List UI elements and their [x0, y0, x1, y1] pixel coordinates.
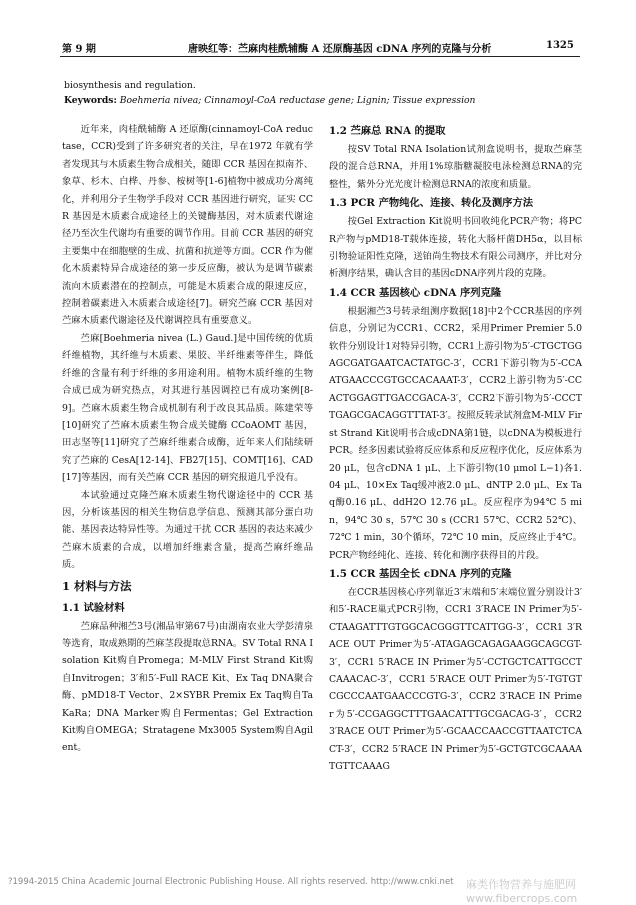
right-column: [329, 121, 582, 775]
site-watermark: 麻类作物营养与施肥网 www.fibercrops.com: [466, 878, 578, 905]
subsection-1-1-heading: 1.1 试验材料: [62, 601, 125, 614]
pcr-method-paragraph: 按Gel Extraction Kit说明书回收纯化PCR产物；将PCR产物与pMD18-T载体连接，转化大肠杆菌DH5α，以目标引物验证阳性克隆，送铂尚生物技术有限公司测序，并比对分析测序结果，确认含目的基因cDNA序列片段的克隆。: [329, 216, 582, 280]
full-length-paragraph: 在CCR基因核心序列靠近3′末端和5′末端位置分别设计3′和5′-RACE巢式PCR引物，CCR1 3′RACE IN Primer为5′-CTAAGATTTGTGGCACGGGTTCATTGG-3′，CCR1 3′RACE OUT Primer为5′-ATAGAGCAGAGAAGGCAGCGT-3′，CCR1 5′RACE IN Primer为5′-CCTGCTCATTGCCTCAAACAC-3′，CCR1 5′RACE OUT Primer为5′-TGTGTCGCCCAATGAACCCGTG-3′，CCR2 3′RACE IN Primer为5′-CCGAGGCTTTGAACATTTGCGACAG-3′，CCR2 3′RACE OUT Primer为5′-GCAACCAACCGTTAATCTCACT-3′，CCR2 5′RACE IN Primer为5′-GCTGTCGCAAAATGTTCAAAG: [329, 586, 582, 772]
page-number: 1325: [546, 40, 574, 51]
abstract-tail: [64, 78, 580, 108]
subsection-1-2-heading: 1.2 苎麻总 RNA 的提取: [329, 125, 446, 137]
keywords-label: Keywords:: [64, 95, 117, 106]
keywords-line: [64, 93, 580, 108]
intro-paragraph-3: 本试验通过克隆苎麻木质素生物代谢途径中的 CCR 基因，分析该基因的相关生物信息学信息、预测其部分蛋白功能、基因表达特异性等。为通过干扰 CCR 基因的表达来减少苎麻木质素的合成，以增加纤维素含量，提高苎麻纤维品质。: [62, 489, 313, 571]
abstract-last-line: biosynthesis and regulation.: [64, 80, 196, 91]
subsection-1-3-heading: 1.3 PCR 产物纯化、连接、转化及测序方法: [329, 197, 534, 210]
subsection-1-4-heading: 1.4 CCR 基因核心 cDNA 序列克隆: [329, 286, 502, 299]
intro-paragraph-2: 苎麻[Boehmeria nivea (L.) Gaud.]是中国传统的优质纤维植物，其纤维与木质素、果胶、半纤维素等伴生，降低纤维的含量有利于纤维的多用途利用。植物木质纤维的生物合成已成为研究热点，对其进行基因调控已有成功案例[8-9]。苎麻木质素生物合成机制有利于改良其品质。陈建荣等[10]研究了苎麻木质素生物合成关键酶 CCoAOMT 基因，田志坚等[11]研究了苎麻纤维素合成酶，近年来人们陆续研究了苎麻的 CesA[12-14]、FB27[15]、COMT[16]、CAD[17]等基因，而有关苎麻 CCR 基因的研究报道几乎没有。: [62, 332, 313, 484]
materials-paragraph: 苎麻品种湘苎3号(湘品审第67号)由湖南农业大学彭清泉等选育，取成熟期的苎麻茎段提取总RNA。SV Total RNA Isolation Kit购自Promega；M-MLV First Strand Kit购自Invitrogen；3′和5′-Full RACE Kit、Ex Taq DNA聚合酶、pMD18-T Vector、2×SYBR Premix Ex Taq购自TaKaRa；DNA Marker购自Fermentas；Gel Extraction Kit购自OMEGA；Stratagene Mx3005 System购自Agilent。: [62, 620, 313, 754]
left-column: [62, 121, 313, 757]
header-rule: [60, 56, 580, 57]
issue-number: 第 9 期: [62, 44, 96, 55]
keywords-text: Boehmeria nivea; Cinnamoyl-CoA reductase gene; Lignin; Tissue expression: [119, 95, 476, 106]
section-1-heading: 1 材料与方法: [62, 578, 132, 593]
subsection-1-5-heading: 1.5 CCR 基因全长 cDNA 序列的克隆: [329, 567, 512, 580]
running-title: 唐映红等：苎麻肉桂酰辅酶 A 还原酶基因 cDNA 序列的克隆与分析: [188, 44, 492, 55]
copyright-footer: ?1994-2015 China Academic Journal Electronic Publishing House. All rights reserved. http://www.cnki.net: [8, 877, 454, 887]
core-cdna-paragraph: 根据湘苎3号转录组测序数据[18]中2个CCR基因的序列信息，分别记为CCR1、CCR2，采用Primer Premier 5.0软件分别设计1对特异引物，CCR1上游引物为5′-CTGCTGGAGCGATGAATCACTATGC-3′，CCR1下游引物为5′-CCAATGAACCCGTGCCACAAAT-3′，CCR2上游引物为5′-CCACTGGAGTTGACCGACA-3′，CCR2下游引物为5′-CCCTTGAGCGACAGGTTTAT-3′。按照反转录试剂盒M-MLV First Strand Kit说明书合成cDNA第1链，以cDNA为模板进行PCR。经多因素试验将反应体系和反应程序优化，反应体系为20 μL，包含cDNA 1 μL、上下游引物(10 μmol L−1)各1.04 μL、10×Ex Taq缓冲液2.0 μL、dNTP 2.0 μL、Ex Taq酶0.16 μL、ddH2O 12.76 μL。反应程序为94℃ 5 min，94℃ 30 s，57℃ 30 s (CCR1 57℃、CCR2 52℃)、72℃ 1 min，30个循环，72℃ 10 min，反应终止于4℃。PCR产物经纯化、连接、转化和测序获得目的片段。: [329, 305, 582, 561]
rna-extraction-paragraph: 按SV Total RNA Isolation试剂盒说明书，提取苎麻茎段的混合总RNA，并用1%琼脂糖凝胶电泳检测总RNA的完整性，紫外分光光度计检测总RNA的浓度和质量。: [329, 144, 582, 190]
intro-paragraph-1: 近年来，肉桂酰辅酶 A 还原酶(cinnamoyl-CoA reductase，CCR)受到了许多研究者的关注，早在1972 年就有学者发现其与木质素生物合成相关，随即 CCR 基因在拟南芥、象草、杉木、白桦、丹参、桉树等[1-6]植物中被成功分离纯化，并利用分子生物学手段对 CCR 基因进行研究，证实 CCR 基因是木质素合成途径上的关键酶基因，对木质素代谢途径乃至次生代谢均有重要的调节作用。目前 CCR 基因的研究主要集中在细胞壁的生成、抗菌和抗逆等方面。CCR 作为催化木质素特异合成途径的第一步反应酶，被认为是调节碳素流向木质素潜在的控制点，可能是木质素合成的限速反应，控制着碳素进入木质素合成途径[7]。研究苎麻 CCR 基因对苎麻木质素代谢途径及代谢调控具有重要意义。: [62, 124, 313, 327]
